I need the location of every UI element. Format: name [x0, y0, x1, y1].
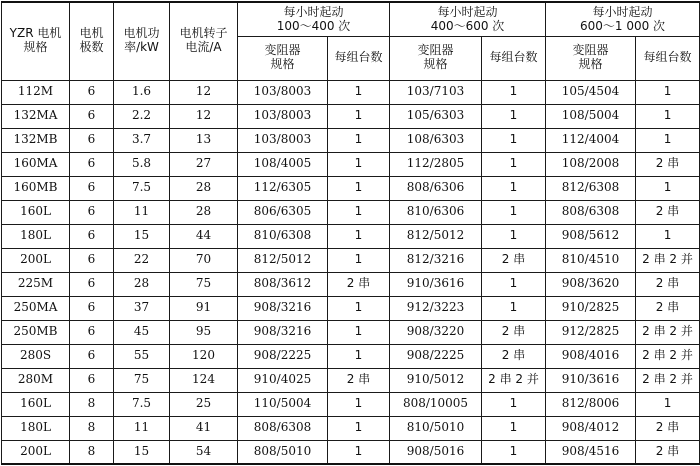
- table-row: [2, 416, 700, 440]
- cell-poles: 8: [70, 392, 114, 416]
- cell-count-100-400: 1: [328, 320, 390, 344]
- cell-resistor-spec-600-1000: 108/5004: [546, 104, 636, 128]
- cell-count-600-1000: 2 串: [636, 296, 700, 320]
- cell-rotor-current: 70: [170, 248, 238, 272]
- cell-count-400-600: 2 串 2 并: [482, 368, 546, 392]
- group-title-line1: 每小时起动: [592, 4, 653, 19]
- cell-poles: 6: [70, 104, 114, 128]
- cell-count-400-600: 1: [482, 296, 546, 320]
- cell-resistor-spec-100-400: 103/8003: [238, 80, 328, 104]
- cell-resistor-spec-400-600: 105/6303: [390, 104, 482, 128]
- cell-power-kw: 11: [114, 200, 170, 224]
- cell-motor-model: 112M: [2, 80, 70, 104]
- cell-resistor-spec-100-400: 908/3216: [238, 296, 328, 320]
- cell-resistor-spec-400-600: 112/2805: [390, 152, 482, 176]
- cell-motor-model: 250MA: [2, 296, 70, 320]
- cell-poles: 6: [70, 80, 114, 104]
- cell-resistor-spec-100-400: 910/4025: [238, 368, 328, 392]
- cell-count-600-1000: 2 串: [636, 272, 700, 296]
- cell-count-100-400: 1: [328, 152, 390, 176]
- cell-count-600-1000: 2 串: [636, 200, 700, 224]
- cell-rotor-current: 13: [170, 128, 238, 152]
- cell-count-400-600: 1: [482, 200, 546, 224]
- cell-count-100-400: 1: [328, 392, 390, 416]
- cell-resistor-spec-400-600: 912/3223: [390, 296, 482, 320]
- table-row: [2, 344, 700, 368]
- cell-count-100-400: 1: [328, 344, 390, 368]
- cell-power-kw: 11: [114, 416, 170, 440]
- cell-resistor-spec-100-400: 808/5010: [238, 440, 328, 464]
- cell-resistor-spec-400-600: 908/2225: [390, 344, 482, 368]
- cell-power-kw: 7.5: [114, 392, 170, 416]
- cell-count-600-1000: 2 串 2 并: [636, 344, 700, 368]
- cell-count-100-400: 1: [328, 296, 390, 320]
- cell-power-kw: 55: [114, 344, 170, 368]
- cell-poles: 6: [70, 344, 114, 368]
- cell-poles: 6: [70, 272, 114, 296]
- cell-motor-model: 160MA: [2, 152, 70, 176]
- cell-rotor-current: 91: [170, 296, 238, 320]
- cell-power-kw: 3.7: [114, 128, 170, 152]
- cell-motor-model: 225M: [2, 272, 70, 296]
- cell-resistor-spec-600-1000: 812/8006: [546, 392, 636, 416]
- cell-rotor-current: 75: [170, 272, 238, 296]
- table-row: [2, 176, 700, 200]
- cell-resistor-spec-100-400: 908/3216: [238, 320, 328, 344]
- cell-rotor-current: 27: [170, 152, 238, 176]
- header-group-600-1000: [546, 2, 700, 36]
- cell-count-600-1000: 2 串: [636, 440, 700, 464]
- cell-count-600-1000: 2 串 2 并: [636, 320, 700, 344]
- cell-count-400-600: 1: [482, 272, 546, 296]
- cell-resistor-spec-100-400: 108/4005: [238, 152, 328, 176]
- cell-resistor-spec-100-400: 908/2225: [238, 344, 328, 368]
- cell-poles: 8: [70, 416, 114, 440]
- cell-rotor-current: 12: [170, 80, 238, 104]
- cell-count-100-400: 1: [328, 416, 390, 440]
- cell-resistor-spec-400-600: 810/5010: [390, 416, 482, 440]
- table-row: [2, 320, 700, 344]
- cell-resistor-spec-100-400: 812/5012: [238, 248, 328, 272]
- cell-motor-model: 250MB: [2, 320, 70, 344]
- cell-motor-model: 180L: [2, 416, 70, 440]
- group-title-line2: 100～400 次: [276, 19, 351, 34]
- cell-rotor-current: 25: [170, 392, 238, 416]
- table-row: [2, 152, 700, 176]
- table-row: [2, 368, 700, 392]
- table-row: [2, 440, 700, 464]
- table-body: [2, 80, 700, 464]
- table-row: [2, 200, 700, 224]
- cell-count-100-400: 1: [328, 224, 390, 248]
- cell-resistor-spec-100-400: 808/3612: [238, 272, 328, 296]
- cell-poles: 6: [70, 320, 114, 344]
- table-row: [2, 392, 700, 416]
- cell-count-400-600: 1: [482, 176, 546, 200]
- cell-rotor-current: 28: [170, 200, 238, 224]
- cell-resistor-spec-600-1000: 812/6308: [546, 176, 636, 200]
- cell-resistor-spec-100-400: 810/6308: [238, 224, 328, 248]
- cell-resistor-spec-600-1000: 910/3616: [546, 368, 636, 392]
- cell-resistor-spec-400-600: 808/10005: [390, 392, 482, 416]
- cell-resistor-spec-100-400: 103/8003: [238, 104, 328, 128]
- cell-power-kw: 2.2: [114, 104, 170, 128]
- cell-resistor-spec-100-400: 103/8003: [238, 128, 328, 152]
- table-row: [2, 248, 700, 272]
- cell-resistor-spec-600-1000: 908/4016: [546, 344, 636, 368]
- cell-count-400-600: 1: [482, 416, 546, 440]
- subheader-count-per-group: 每组台数: [636, 36, 700, 80]
- cell-count-100-400: 2 串: [328, 272, 390, 296]
- cell-count-400-600: 1: [482, 224, 546, 248]
- cell-poles: 6: [70, 368, 114, 392]
- cell-power-kw: 15: [114, 224, 170, 248]
- cell-rotor-current: 124: [170, 368, 238, 392]
- cell-motor-model: 160L: [2, 392, 70, 416]
- cell-count-400-600: 2 串: [482, 248, 546, 272]
- cell-motor-model: 132MA: [2, 104, 70, 128]
- table-row: [2, 296, 700, 320]
- resistor-selection-table: [1, 1, 700, 465]
- cell-poles: 6: [70, 200, 114, 224]
- cell-poles: 6: [70, 176, 114, 200]
- cell-motor-model: 132MB: [2, 128, 70, 152]
- cell-resistor-spec-400-600: 812/3216: [390, 248, 482, 272]
- cell-rotor-current: 54: [170, 440, 238, 464]
- cell-count-400-600: 2 串: [482, 344, 546, 368]
- cell-count-600-1000: 1: [636, 176, 700, 200]
- cell-resistor-spec-600-1000: 112/4004: [546, 128, 636, 152]
- cell-count-100-400: 1: [328, 200, 390, 224]
- cell-resistor-spec-600-1000: 908/3620: [546, 272, 636, 296]
- cell-motor-model: 280M: [2, 368, 70, 392]
- header-poles: 电机 极数: [70, 2, 114, 80]
- table-row: [2, 104, 700, 128]
- header-power: 电机功 率/kW: [114, 2, 170, 80]
- cell-poles: 6: [70, 248, 114, 272]
- subheader-count-per-group: 每组台数: [328, 36, 390, 80]
- cell-count-100-400: 1: [328, 248, 390, 272]
- cell-count-400-600: 1: [482, 440, 546, 464]
- cell-power-kw: 5.8: [114, 152, 170, 176]
- cell-motor-model: 200L: [2, 248, 70, 272]
- cell-motor-model: 280S: [2, 344, 70, 368]
- cell-resistor-spec-100-400: 806/6305: [238, 200, 328, 224]
- table-row: [2, 128, 700, 152]
- cell-power-kw: 37: [114, 296, 170, 320]
- group-title-line2: 600～1 000 次: [579, 19, 666, 34]
- cell-resistor-spec-400-600: 910/5012: [390, 368, 482, 392]
- cell-resistor-spec-100-400: 808/6308: [238, 416, 328, 440]
- cell-rotor-current: 12: [170, 104, 238, 128]
- cell-resistor-spec-600-1000: 808/6308: [546, 200, 636, 224]
- cell-rotor-current: 28: [170, 176, 238, 200]
- cell-rotor-current: 44: [170, 224, 238, 248]
- cell-count-600-1000: 1: [636, 104, 700, 128]
- cell-resistor-spec-400-600: 908/3220: [390, 320, 482, 344]
- cell-count-100-400: 1: [328, 80, 390, 104]
- cell-count-400-600: 1: [482, 152, 546, 176]
- cell-count-100-400: 1: [328, 176, 390, 200]
- cell-count-400-600: 1: [482, 392, 546, 416]
- cell-rotor-current: 95: [170, 320, 238, 344]
- group-title-line2: 400～600 次: [430, 19, 505, 34]
- table-row: [2, 272, 700, 296]
- cell-count-600-1000: 1: [636, 128, 700, 152]
- cell-poles: 6: [70, 128, 114, 152]
- cell-count-600-1000: 2 串: [636, 152, 700, 176]
- cell-motor-model: 160L: [2, 200, 70, 224]
- cell-count-600-1000: 2 串 2 并: [636, 248, 700, 272]
- cell-resistor-spec-400-600: 910/3616: [390, 272, 482, 296]
- cell-resistor-spec-400-600: 810/6306: [390, 200, 482, 224]
- table-row: [2, 224, 700, 248]
- cell-resistor-spec-600-1000: 908/5612: [546, 224, 636, 248]
- table-row: [2, 80, 700, 104]
- cell-count-100-400: 2 串: [328, 368, 390, 392]
- cell-power-kw: 15: [114, 440, 170, 464]
- table-header: [2, 2, 700, 80]
- cell-poles: 6: [70, 152, 114, 176]
- cell-resistor-spec-600-1000: 910/2825: [546, 296, 636, 320]
- cell-power-kw: 75: [114, 368, 170, 392]
- header-group-400-600: [390, 2, 546, 36]
- subheader-resistor-spec: 变阻器 规格: [546, 36, 636, 80]
- cell-resistor-spec-400-600: 908/5016: [390, 440, 482, 464]
- cell-resistor-spec-600-1000: 810/4510: [546, 248, 636, 272]
- cell-count-100-400: 1: [328, 128, 390, 152]
- cell-motor-model: 160MB: [2, 176, 70, 200]
- cell-count-400-600: 1: [482, 104, 546, 128]
- cell-poles: 8: [70, 440, 114, 464]
- cell-count-600-1000: 1: [636, 80, 700, 104]
- cell-power-kw: 45: [114, 320, 170, 344]
- cell-power-kw: 7.5: [114, 176, 170, 200]
- cell-count-100-400: 1: [328, 104, 390, 128]
- cell-count-600-1000: 1: [636, 392, 700, 416]
- cell-resistor-spec-600-1000: 912/2825: [546, 320, 636, 344]
- cell-power-kw: 1.6: [114, 80, 170, 104]
- cell-motor-model: 200L: [2, 440, 70, 464]
- cell-count-600-1000: 1: [636, 224, 700, 248]
- header-model: YZR 电机 规格: [2, 2, 70, 80]
- subheader-resistor-spec: 变阻器 规格: [390, 36, 482, 80]
- cell-resistor-spec-400-600: 812/5012: [390, 224, 482, 248]
- cell-count-600-1000: 2 串: [636, 416, 700, 440]
- cell-resistor-spec-600-1000: 908/4012: [546, 416, 636, 440]
- cell-count-400-600: 1: [482, 80, 546, 104]
- cell-rotor-current: 41: [170, 416, 238, 440]
- cell-poles: 6: [70, 224, 114, 248]
- cell-resistor-spec-400-600: 108/6303: [390, 128, 482, 152]
- subheader-resistor-spec: 变阻器 规格: [238, 36, 328, 80]
- cell-resistor-spec-600-1000: 108/2008: [546, 152, 636, 176]
- group-title-line1: 每小时起动: [283, 4, 344, 19]
- cell-count-400-600: 1: [482, 128, 546, 152]
- cell-power-kw: 22: [114, 248, 170, 272]
- header-rotor-current: 电机转子 电流/A: [170, 2, 238, 80]
- cell-rotor-current: 120: [170, 344, 238, 368]
- cell-resistor-spec-600-1000: 908/4516: [546, 440, 636, 464]
- group-title-line1: 每小时起动: [437, 4, 498, 19]
- cell-resistor-spec-100-400: 110/5004: [238, 392, 328, 416]
- cell-count-400-600: 2 串: [482, 320, 546, 344]
- cell-count-600-1000: 2 串 2 并: [636, 368, 700, 392]
- cell-count-100-400: 1: [328, 440, 390, 464]
- cell-power-kw: 28: [114, 272, 170, 296]
- cell-motor-model: 180L: [2, 224, 70, 248]
- cell-poles: 6: [70, 296, 114, 320]
- cell-resistor-spec-400-600: 103/7103: [390, 80, 482, 104]
- header-group-100-400: [238, 2, 390, 36]
- cell-resistor-spec-600-1000: 105/4504: [546, 80, 636, 104]
- cell-resistor-spec-400-600: 808/6306: [390, 176, 482, 200]
- cell-resistor-spec-100-400: 112/6305: [238, 176, 328, 200]
- subheader-count-per-group: 每组台数: [482, 36, 546, 80]
